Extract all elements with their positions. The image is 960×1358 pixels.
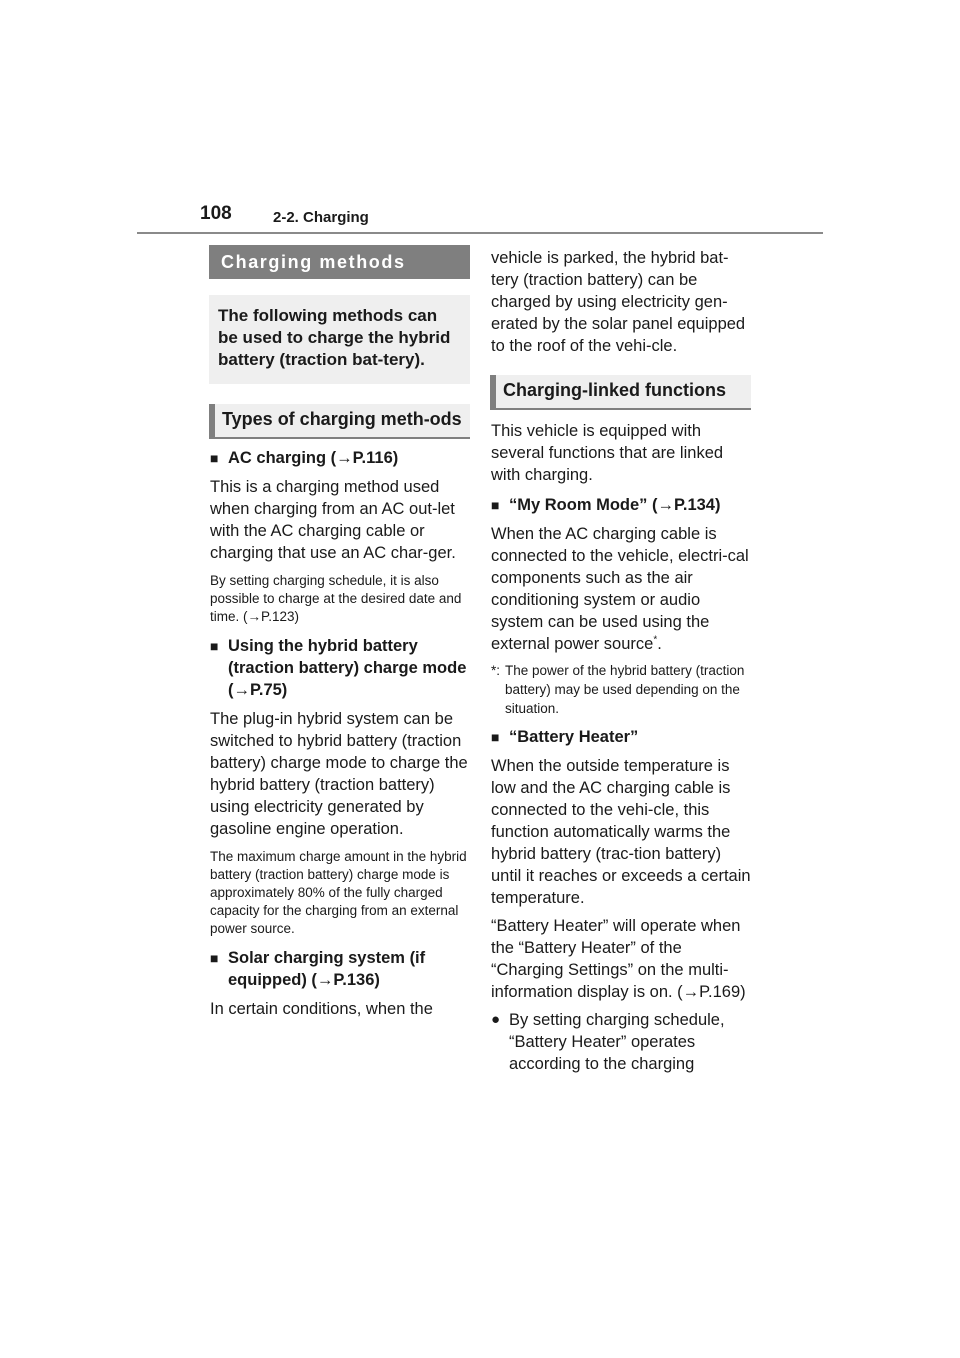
page-number: 108 (200, 203, 232, 224)
page-header (200, 203, 824, 233)
footnote-text: The power of the hybrid battery (traction battery) may be used depending on the situation. (505, 663, 745, 716)
charge-mode-heading: ■ Using the hybrid battery (traction battery) charge mode (→P.75) (210, 637, 467, 699)
solar-body: In certain conditions, when the (210, 1000, 433, 1018)
subhead-linked: Charging-linked functions (490, 375, 751, 410)
solar-heading: ■ Solar charging system (if equipped) (→P.136) (210, 949, 426, 989)
section-title: 2-2. Charging (273, 209, 369, 226)
charge-mode-body: The plug-in hybrid system can be switched to hybrid battery (traction battery) charge mode to charge the hybrid battery (traction battery) using electricity generated by gasoline engine operation. (210, 710, 468, 838)
footnote (491, 661, 751, 718)
battery-heater-settings: “Battery Heater” will operate when the “Battery Heater” of the “Charging Settings” on the multi-information display is on. (→P.169) (491, 917, 746, 1001)
charge-mode-note: The maximum charge amount in the hybrid battery (traction battery) charge mode is approximately 80% of the fully charged capacity for the charging from an external power source. (210, 849, 467, 936)
solar-continued: vehicle is parked, the hybrid bat-tery (traction battery) can be charged by using electricity gen-erated by the solar panel equipped to the roof of the vehi-cle. (491, 249, 746, 355)
ac-charging-note: By setting charging schedule, it is also possible to charge at the desired date and time. (→P.123) (210, 573, 462, 624)
battery-heater-schedule: ● By setting charging schedule, “Battery Heater” operates according to the charging (491, 1011, 725, 1073)
square-bullet-icon: ■ (210, 450, 219, 466)
header-rule (137, 232, 823, 234)
square-bullet-icon: ■ (491, 729, 500, 745)
left-column (210, 245, 470, 1020)
title-band: Charging methods (209, 245, 470, 279)
round-bullet-icon: ● (491, 1011, 501, 1028)
my-room-body: When the AC charging cable is connected to the vehicle, electri-cal components such as the air conditioning system or audio system can be used using the external power source*. (491, 525, 749, 653)
battery-heater-heading: ■ “Battery Heater” (491, 728, 639, 746)
my-room-heading: ■ “My Room Mode” (→P.134) (491, 496, 721, 514)
battery-heater-body: When the outside temperature is low and the AC charging cable is connected to the vehi-cle, this function automatically warms the hybrid battery (trac-tion battery) until it reaches or exceeds a certain temperature. (491, 757, 751, 907)
square-bullet-icon: ■ (491, 497, 500, 513)
ac-charging-heading: ■ AC charging (→P.116) (210, 449, 399, 467)
subhead-types: Types of charging meth-ods (209, 404, 470, 439)
right-column (491, 245, 751, 1075)
square-bullet-icon: ■ (210, 638, 219, 654)
square-bullet-icon: ■ (210, 950, 219, 966)
intro-box: The following methods can be used to charge the hybrid battery (traction bat-tery). (209, 295, 470, 384)
linked-body: This vehicle is equipped with several functions that are linked with charging. (491, 422, 724, 484)
ac-charging-body: This is a charging method used when charging from an AC out-let with the AC charging cable or charging that use an AC char-ger. (210, 478, 456, 562)
footnote-marker: *: (491, 663, 501, 678)
footnote-mark: * (653, 634, 658, 646)
